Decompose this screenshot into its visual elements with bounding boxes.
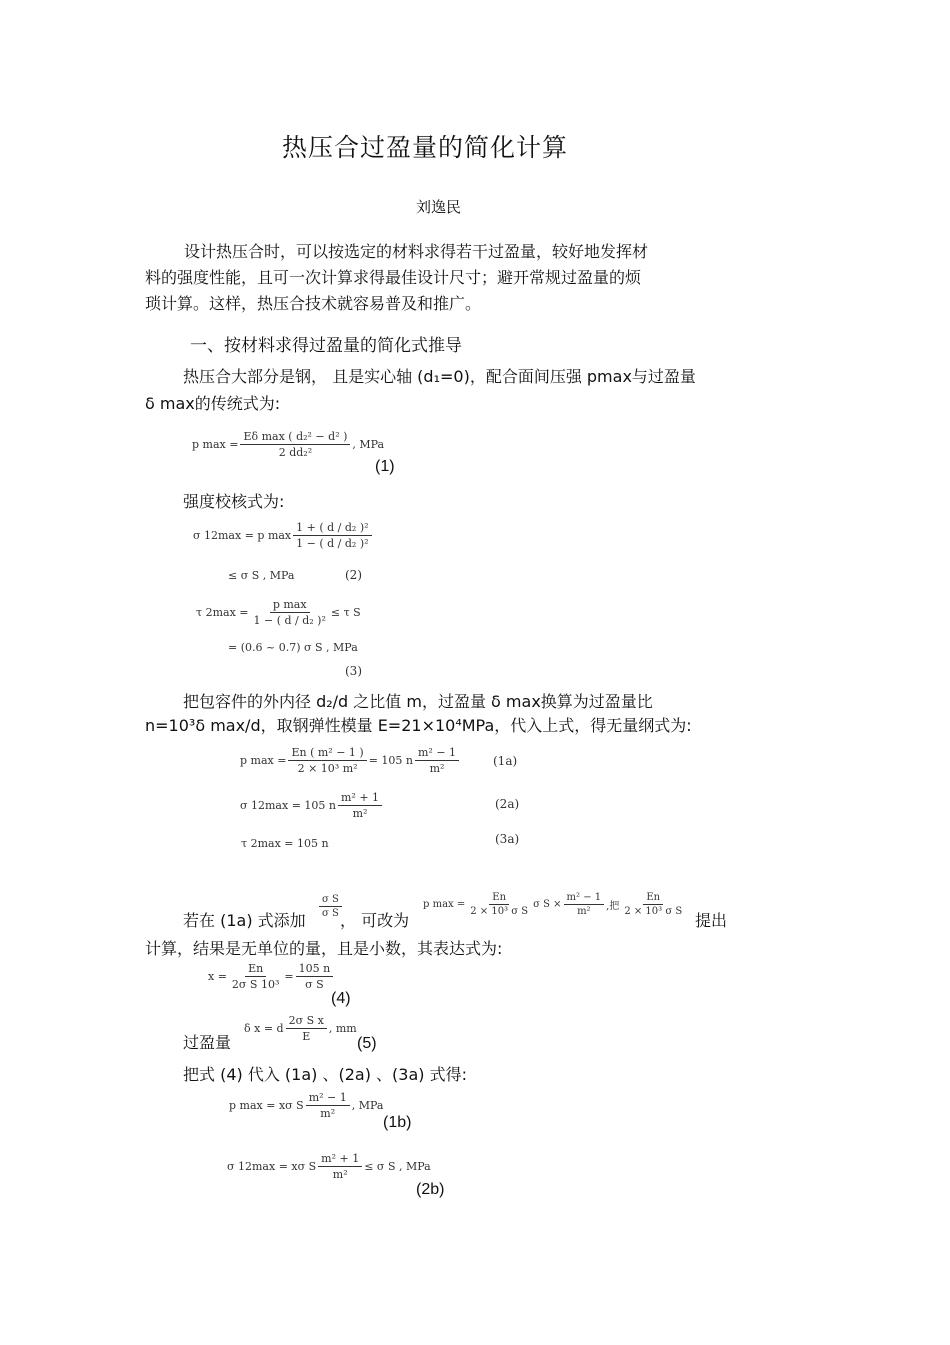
eq1-denominator: 2 dd₂² [278, 446, 313, 459]
eq3-lhs: τ 2max = [196, 606, 249, 619]
eq1a-lhs: p max = [240, 754, 287, 767]
equation-2b [227, 1152, 431, 1181]
eq3-denominator: 1 − ( d / d₂ )² [253, 614, 326, 627]
eq2a-lhs: σ 12max = 105 n [240, 799, 336, 812]
eq4-numerator: En [245, 962, 266, 977]
eq2-line-2: ≤ σ S , MPa [228, 569, 295, 582]
eq1b-lhs: p max = xσ S [229, 1099, 304, 1112]
eq4-denominator-2: σ S [305, 978, 324, 991]
eq2b-denominator: m² [332, 1168, 348, 1181]
eq1b-fraction [306, 1091, 350, 1120]
eq2b-fraction [318, 1152, 362, 1181]
eq3-line-2: = (0.6 ~ 0.7) σ S , MPa [228, 641, 358, 654]
para3-eq-fraction-3 [621, 892, 685, 917]
eq1a-fraction-2 [415, 746, 459, 775]
para2-line-2: n=10³δ max/d，取钢弹性模量 E=21×10⁴MPa，代入上式，得无量纲式为: [145, 716, 692, 735]
para1-line-2: δ max的传统式为: [145, 394, 281, 413]
para3-eq-fraction [467, 892, 531, 917]
eq1-fraction [240, 430, 350, 459]
abstract-line-3: 琐计算。这样，热压合技术就容易普及和推广。 [145, 294, 482, 313]
equation-1b [229, 1091, 383, 1120]
page-title: 热压合过盈量的简化计算 [282, 133, 569, 162]
eq2-fraction [293, 521, 371, 550]
eq2-number: (2) [345, 568, 362, 582]
equation-5 [244, 1014, 357, 1043]
eq5-numerator: 2σ S x [286, 1014, 327, 1029]
eq4-numerator-2: 105 n [296, 962, 334, 977]
eq1b-denominator: m² [320, 1107, 336, 1120]
eq1b-unit: , MPa [351, 1099, 384, 1112]
para3-eq-denominator-2: m² [577, 906, 591, 917]
eq2b-lhs: σ 12max = xσ S [227, 1160, 317, 1173]
para2-line-1: 把包容件的外内径 d₂/d 之比值 m，过盈量 δ max换算为过盈量比 [183, 692, 653, 711]
eq1a-number: (1a) [493, 754, 518, 768]
strength-check-label: 强度校核式为: [183, 492, 285, 511]
abstract-line-1: 设计热压合时，可以按选定的材料求得若干过盈量，较好地发挥材 [184, 242, 649, 261]
eq4-denominator: 2σ S 10³ [231, 978, 280, 991]
eq3a-lhs: τ 2max = 105 n [241, 837, 329, 850]
eq1-unit: , MPa [352, 438, 385, 451]
para1-line-1: 热压合大部分是钢， 且是实心轴 (d₁=0)，配合面间压强 pmax与过盈量 [183, 367, 696, 386]
equation-4 [208, 962, 335, 991]
eq4-fraction [229, 962, 282, 991]
eq3-fraction [251, 598, 329, 627]
para3-suffix: 提出 [695, 911, 728, 930]
eq2a-numerator: m² + 1 [338, 791, 382, 806]
para3-eq-lhs: p max = [423, 899, 466, 910]
eq5-unit: , mm [328, 1022, 357, 1035]
eq2b-numerator: m² + 1 [318, 1152, 362, 1167]
sigma-ratio-numerator: σ S [319, 894, 342, 907]
eq3a-number: (3a) [495, 832, 520, 846]
eq3-number: (3) [345, 664, 362, 678]
eq1b-numerator: m² − 1 [306, 1091, 350, 1106]
para3-line-2: 计算，结果是无单位的量，且是小数，其表达式为: [145, 939, 503, 958]
eq1-number: (1) [375, 458, 395, 475]
para3-prefix: 若在 (1a) 式添加 [183, 911, 306, 930]
eq1a-denominator: 2 × 10³ m² [297, 762, 358, 775]
eq2b-number: (2b) [416, 1181, 445, 1198]
eq1a-fraction [288, 746, 366, 775]
eq2a-fraction [338, 791, 382, 820]
equation-1a [240, 746, 461, 775]
para3-eq-numerator-2: m² − 1 [564, 892, 605, 905]
eq2-numerator: 1 + ( d / d₂ )² [293, 521, 371, 536]
eq4-fraction-2 [296, 962, 334, 991]
section-heading-1: 一、按材料求得过盈量的简化式推导 [190, 336, 462, 356]
eq2b-unit: ≤ σ S , MPa [364, 1160, 431, 1173]
eq1b-number: (1b) [383, 1114, 412, 1131]
eq5-denominator: E [302, 1030, 311, 1043]
eq4-number: (4) [331, 990, 351, 1007]
para3-eq-mid: σ S × [533, 899, 562, 910]
para4: 把式 (4) 代入 (1a) 、(2a) 、(3a) 式得: [183, 1065, 467, 1084]
author: 刘逸民 [416, 198, 462, 216]
eq3-rhs: ≤ τ S [330, 606, 361, 619]
equation-1 [192, 430, 384, 459]
eq5-fraction [286, 1014, 327, 1043]
abstract-line-2: 料的强度性能，且可一次计算求得最佳设计尺寸；避开常规过盈量的烦 [145, 268, 642, 287]
eq3-numerator: p max [270, 598, 310, 613]
eq4-mid: = [284, 970, 294, 983]
eq5-lhs: δ x = d [244, 1022, 284, 1035]
eq5-number: (5) [357, 1035, 377, 1052]
eq1a-denominator-2: m² [429, 762, 445, 775]
equation-2 [193, 521, 374, 550]
eq1-numerator: Eδ max ( d₂² − d² ) [240, 430, 350, 445]
para3-eq-ba: ,把 [606, 901, 620, 912]
sigma-ratio-fraction [319, 894, 342, 919]
para3-eq-denominator-3: 2 × 10³ σ S [624, 906, 683, 917]
para3-inline-equation [423, 892, 687, 917]
equation-3 [196, 598, 361, 627]
eq2-lhs: σ 12max = p max [193, 529, 292, 542]
equation-2a [240, 791, 384, 820]
eq2a-number: (2a) [495, 797, 520, 811]
para3-middle: ， 可改为 [340, 911, 410, 930]
eq1-lhs: p max = [192, 438, 239, 451]
para3-eq-numerator: En [489, 892, 509, 905]
sigma-ratio-denominator: σ S [322, 908, 339, 919]
eq2a-denominator: m² [352, 807, 368, 820]
para3-eq-denominator: 2 × 10³ σ S [470, 906, 529, 917]
eq4-lhs: x = [208, 970, 227, 983]
eq1a-numerator-2: m² − 1 [415, 746, 459, 761]
eq1a-numerator: En ( m² − 1 ) [288, 746, 366, 761]
eq5-label: 过盈量 [183, 1033, 232, 1052]
para3-eq-numerator-3: En [643, 892, 663, 905]
eq2-denominator: 1 − ( d / d₂ )² [296, 537, 369, 550]
para3-eq-fraction-2 [564, 892, 605, 917]
eq1a-mid: = 105 n [368, 754, 413, 767]
